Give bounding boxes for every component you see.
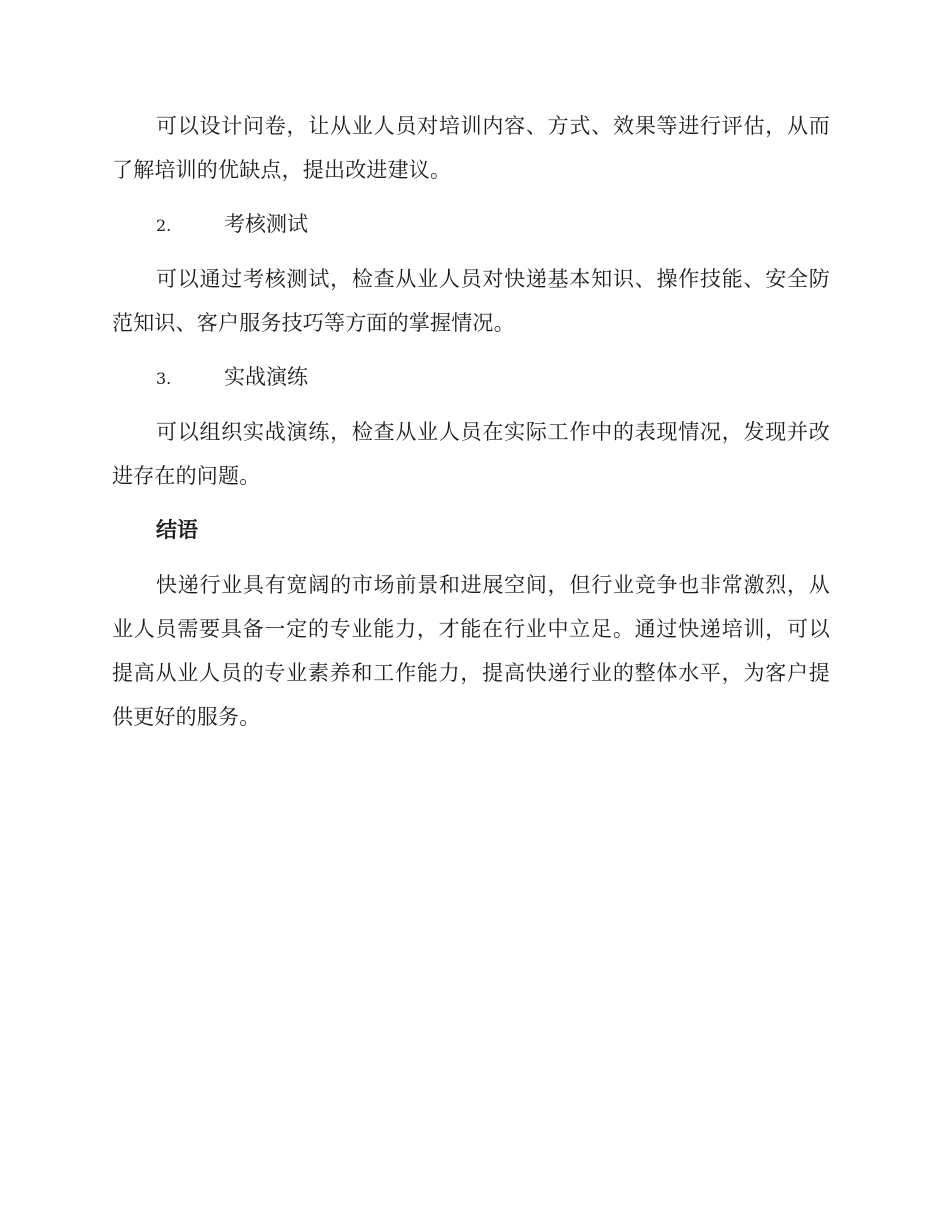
list-item-number: 3.	[156, 369, 172, 388]
list-item-assessment-test	[112, 202, 308, 248]
assessment-test-paragraph: 可以通过考核测试，检查从业人员对快递基本知识、操作技能、安全防范知识、客户服务技巧等方面的掌握情况。	[112, 267, 830, 335]
list-item-practical-drill	[112, 355, 308, 401]
intro-paragraph: 可以设计问卷，让从业人员对培训内容、方式、效果等进行评估，从而了解培训的优缺点，提出改进建议。	[112, 114, 830, 182]
list-item-title: 实战演练	[224, 365, 308, 389]
conclusion-heading: 结语	[156, 517, 198, 542]
conclusion-paragraph: 快递行业具有宽阔的市场前景和进展空间，但行业竞争也非常激烈，从业人员需要具备一定的专业能力，才能在行业中立足。通过快递培训，可以提高从业人员的专业素养和工作能力，提高快递行业的整体水平，为客户提供更好的服务。	[112, 573, 830, 729]
list-item-title: 考核测试	[224, 212, 308, 236]
practical-drill-paragraph: 可以组织实战演练，检查从业人员在实际工作中的表现情况，发现并改进存在的问题。	[112, 420, 830, 488]
list-item-number: 2.	[156, 216, 172, 235]
